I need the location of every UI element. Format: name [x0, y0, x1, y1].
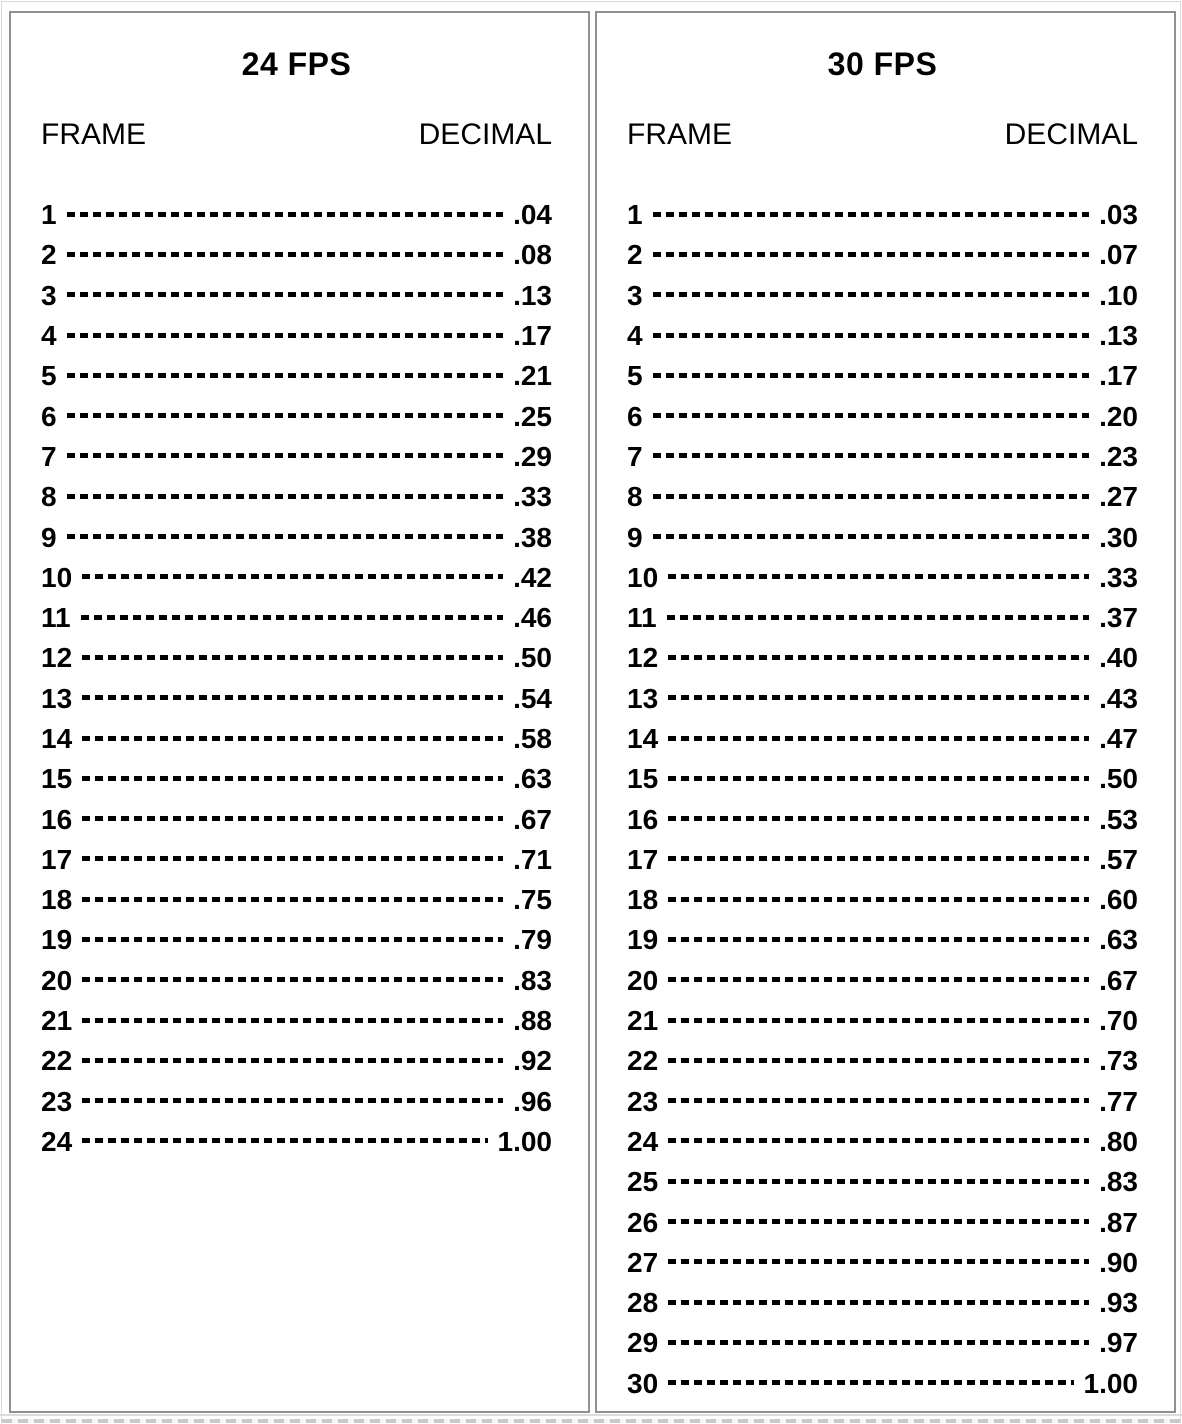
decimal-value: .23	[1099, 440, 1138, 472]
decimal-value: .47	[1099, 723, 1138, 754]
table-row	[627, 396, 1138, 436]
dash-leader	[653, 212, 1089, 217]
decimal-value: .87	[1099, 1206, 1138, 1238]
decimal-value: .77	[1099, 1085, 1138, 1117]
fps-30-rows	[627, 195, 1138, 1404]
dash-leader	[653, 534, 1089, 539]
table-row	[627, 1001, 1138, 1041]
table-row	[627, 1323, 1138, 1363]
table-row	[41, 961, 552, 1001]
table-row	[627, 195, 1138, 235]
dash-leader	[67, 252, 503, 257]
table-row	[41, 396, 552, 436]
decimal-value: .17	[1099, 360, 1138, 392]
column-headers	[627, 118, 1138, 152]
decimal-value: .03	[1099, 199, 1138, 231]
decimal-value: .21	[513, 360, 552, 392]
frame-number: 17	[41, 843, 73, 875]
decimal-value: .88	[513, 1005, 552, 1037]
table-row	[41, 1082, 552, 1122]
frame-number: 22	[41, 1045, 73, 1077]
dash-leader	[668, 1219, 1089, 1224]
frame-number: 9	[627, 521, 643, 553]
table-row	[627, 638, 1138, 678]
frame-number: 16	[41, 803, 73, 835]
decimal-value: .97	[1099, 1327, 1138, 1359]
dash-leader	[67, 534, 503, 539]
table-row	[627, 558, 1138, 598]
dash-leader	[67, 292, 503, 297]
decimal-value: .29	[513, 440, 552, 472]
table-row	[627, 517, 1138, 557]
frame-number: 2	[627, 239, 643, 271]
dash-leader	[668, 856, 1089, 861]
dash-leader	[668, 695, 1089, 700]
decimal-value: .60	[1099, 884, 1138, 916]
frame-number: 11	[41, 602, 71, 634]
decimal-value: .27	[1099, 481, 1138, 513]
decimal-value: 1.00	[497, 1125, 552, 1157]
table-row	[627, 276, 1138, 316]
decimal-value: .42	[513, 561, 552, 593]
frame-number: 6	[627, 400, 643, 432]
dash-leader	[67, 453, 503, 458]
dash-leader	[82, 736, 503, 741]
frame-number: 27	[627, 1246, 659, 1278]
dash-leader	[668, 655, 1089, 660]
decimal-value: 1.00	[1083, 1367, 1138, 1399]
decimal-value: .63	[1099, 924, 1138, 956]
frame-number: 2	[41, 239, 57, 271]
decimal-column-header: DECIMAL	[1004, 118, 1138, 151]
table-row	[627, 1364, 1138, 1404]
dash-leader	[668, 776, 1089, 781]
frame-number: 25	[627, 1166, 659, 1198]
decimal-value: .08	[513, 239, 552, 271]
table-row	[627, 920, 1138, 960]
table-row	[627, 961, 1138, 1001]
frame-number: 8	[627, 481, 643, 513]
table-row	[627, 679, 1138, 719]
frame-number: 30	[627, 1367, 659, 1399]
frame-number: 22	[627, 1045, 659, 1077]
decimal-column-header: DECIMAL	[418, 118, 552, 151]
dash-leader	[668, 1340, 1089, 1345]
table-row	[627, 759, 1138, 799]
dash-leader	[668, 816, 1089, 821]
decimal-value: .54	[513, 682, 552, 714]
dash-leader	[668, 736, 1089, 741]
dash-leader	[82, 897, 503, 902]
dash-leader	[668, 574, 1089, 579]
decimal-value: .33	[1099, 561, 1138, 593]
table-row	[41, 477, 552, 517]
decimal-value: .38	[513, 521, 552, 553]
fps-24-rows	[41, 195, 552, 1162]
table-row	[627, 235, 1138, 275]
dash-leader	[82, 977, 503, 982]
dash-leader	[668, 937, 1089, 942]
table-row	[627, 316, 1138, 356]
table-row	[41, 437, 552, 477]
frame-number: 12	[627, 642, 659, 674]
table-row	[627, 1162, 1138, 1202]
decimal-value: .20	[1099, 400, 1138, 432]
frame-number: 4	[627, 320, 643, 352]
dash-leader	[653, 413, 1089, 418]
table-row	[41, 638, 552, 678]
dash-leader	[653, 252, 1089, 257]
decimal-value: .63	[513, 763, 552, 795]
frame-number: 15	[627, 763, 659, 795]
table-row	[41, 356, 552, 396]
cropped-bottom-line	[0, 1414, 1182, 1416]
decimal-value: .50	[1099, 763, 1138, 795]
dash-leader	[653, 373, 1089, 378]
frame-number: 5	[41, 360, 57, 392]
decimal-value: .73	[1099, 1045, 1138, 1077]
decimal-value: .70	[1099, 1005, 1138, 1037]
decimal-value: .13	[1099, 320, 1138, 352]
table-row	[627, 356, 1138, 396]
fps-24-title: 24 FPS	[241, 46, 352, 82]
table-row	[627, 799, 1138, 839]
frame-number: 19	[41, 924, 73, 956]
frame-number: 4	[41, 320, 57, 352]
decimal-value: .50	[513, 642, 552, 674]
table-row	[41, 679, 552, 719]
frame-number: 24	[627, 1125, 659, 1157]
decimal-value: .57	[1099, 843, 1138, 875]
frame-column-header: FRAME	[627, 118, 732, 151]
frame-number: 23	[41, 1085, 73, 1117]
dash-leader	[82, 1058, 503, 1063]
dash-leader	[668, 1018, 1089, 1023]
decimal-value: .90	[1099, 1246, 1138, 1278]
decimal-value: .83	[1099, 1166, 1138, 1198]
frame-column-header: FRAME	[41, 118, 146, 151]
table-row	[627, 437, 1138, 477]
decimal-value: .37	[1099, 602, 1138, 634]
decimal-value: .79	[513, 924, 552, 956]
frame-number: 24	[41, 1125, 73, 1157]
dash-leader	[653, 453, 1089, 458]
table-row	[41, 558, 552, 598]
frame-number: 7	[627, 440, 643, 472]
frame-number: 1	[627, 199, 643, 231]
dash-leader	[81, 615, 503, 620]
table-row	[41, 840, 552, 880]
fps-30-table	[595, 11, 1176, 1413]
dash-leader	[653, 292, 1089, 297]
dash-leader	[653, 333, 1089, 338]
decimal-value: .25	[513, 400, 552, 432]
dash-leader	[82, 695, 503, 700]
dash-leader	[668, 897, 1089, 902]
frame-number: 12	[41, 642, 73, 674]
frame-number: 11	[627, 602, 657, 634]
table-row	[627, 1243, 1138, 1283]
dash-leader	[82, 574, 503, 579]
table-row	[627, 1122, 1138, 1162]
decimal-value: .53	[1099, 803, 1138, 835]
dash-leader	[82, 856, 503, 861]
fps-24-table	[9, 11, 590, 1413]
table-row	[627, 1283, 1138, 1323]
frame-number: 14	[627, 723, 659, 754]
decimal-value: .93	[1099, 1287, 1138, 1319]
dash-leader	[67, 373, 503, 378]
frame-number: 17	[627, 843, 659, 875]
decimal-value: .67	[513, 803, 552, 835]
decimal-value: .96	[513, 1085, 552, 1117]
frame-number: 20	[627, 964, 659, 996]
dash-leader	[668, 1179, 1089, 1184]
frame-number: 1	[41, 199, 57, 231]
frame-number: 10	[627, 561, 659, 593]
table-row	[41, 759, 552, 799]
frame-number: 26	[627, 1206, 659, 1238]
cropped-next-section-edge	[2, 1419, 1180, 1423]
table-row	[41, 719, 552, 759]
table-row	[627, 477, 1138, 517]
decimal-value: .43	[1099, 682, 1138, 714]
dash-leader	[668, 1138, 1089, 1143]
decimal-value: .17	[513, 320, 552, 352]
table-row	[627, 880, 1138, 920]
frame-number: 3	[41, 279, 57, 311]
conversion-chart-panels	[9, 11, 1176, 1413]
decimal-value: .83	[513, 964, 552, 996]
frame-number: 28	[627, 1287, 659, 1319]
frame-number: 10	[41, 561, 73, 593]
table-row	[41, 276, 552, 316]
frame-number: 15	[41, 763, 73, 795]
table-row	[41, 316, 552, 356]
frame-number: 14	[41, 723, 73, 754]
column-headers	[41, 118, 552, 152]
frame-number: 8	[41, 481, 57, 513]
decimal-value: .10	[1099, 279, 1138, 311]
table-row	[41, 799, 552, 839]
frame-number: 18	[41, 884, 73, 916]
decimal-value: .04	[513, 199, 552, 231]
table-row	[627, 719, 1138, 759]
dash-leader	[82, 1018, 503, 1023]
frame-number: 20	[41, 964, 73, 996]
decimal-value: .46	[513, 602, 552, 634]
dash-leader	[668, 1380, 1073, 1385]
dash-leader	[668, 1098, 1089, 1103]
frame-number: 13	[627, 682, 659, 714]
decimal-value: .07	[1099, 239, 1138, 271]
decimal-value: .13	[513, 279, 552, 311]
dash-leader	[82, 776, 503, 781]
dash-leader	[668, 1058, 1089, 1063]
frame-number: 16	[627, 803, 659, 835]
table-row	[41, 880, 552, 920]
frame-number: 13	[41, 682, 73, 714]
table-row	[627, 598, 1138, 638]
frame-number: 23	[627, 1085, 659, 1117]
dash-leader	[82, 655, 503, 660]
table-row	[627, 1082, 1138, 1122]
decimal-value: .80	[1099, 1125, 1138, 1157]
decimal-value: .71	[513, 843, 552, 875]
fps-30-title: 30 FPS	[827, 46, 938, 82]
decimal-value: .75	[513, 884, 552, 916]
dash-leader	[67, 333, 503, 338]
decimal-value: .30	[1099, 521, 1138, 553]
frame-number: 18	[627, 884, 659, 916]
frame-number: 6	[41, 400, 57, 432]
table-row	[41, 920, 552, 960]
frame-number: 9	[41, 521, 57, 553]
table-row	[627, 1041, 1138, 1081]
frame-number: 5	[627, 360, 643, 392]
dash-leader	[67, 413, 503, 418]
dash-leader	[668, 1259, 1089, 1264]
dash-leader	[67, 212, 503, 217]
frame-number: 29	[627, 1327, 659, 1359]
table-row	[627, 1202, 1138, 1242]
frame-number: 21	[41, 1005, 73, 1037]
dash-leader	[67, 494, 503, 499]
decimal-value: .40	[1099, 642, 1138, 674]
frame-number: 21	[627, 1005, 659, 1037]
dash-leader	[82, 1138, 487, 1143]
decimal-value: .33	[513, 481, 552, 513]
dash-leader	[667, 615, 1089, 620]
dash-leader	[82, 1098, 503, 1103]
table-row	[41, 1122, 552, 1162]
table-row	[41, 517, 552, 557]
dash-leader	[668, 977, 1089, 982]
table-row	[627, 840, 1138, 880]
dash-leader	[668, 1300, 1089, 1305]
table-row	[41, 195, 552, 235]
dash-leader	[82, 816, 503, 821]
table-row	[41, 598, 552, 638]
table-row	[41, 1041, 552, 1081]
frame-number: 7	[41, 440, 57, 472]
dash-leader	[653, 494, 1089, 499]
frame-number: 19	[627, 924, 659, 956]
frame-number: 3	[627, 279, 643, 311]
decimal-value: .67	[1099, 964, 1138, 996]
decimal-value: .92	[513, 1045, 552, 1077]
table-row	[41, 1001, 552, 1041]
decimal-value: .58	[513, 723, 552, 754]
dash-leader	[82, 937, 503, 942]
table-row	[41, 235, 552, 275]
